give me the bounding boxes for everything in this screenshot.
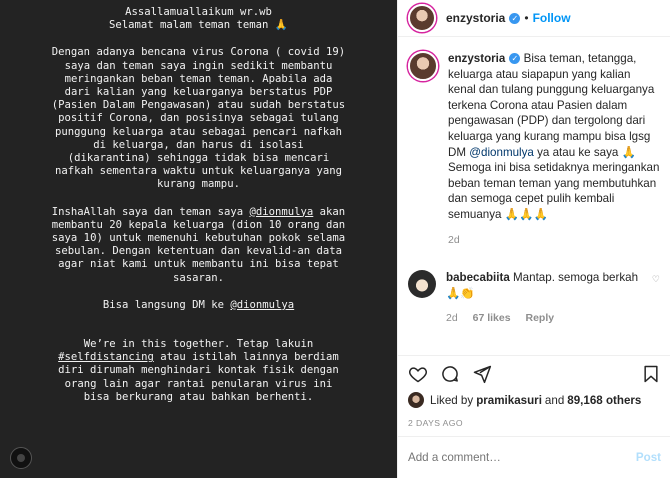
liker-avatar[interactable]: [408, 392, 424, 408]
story-para2-text: InshaAllah saya dan teman saya: [51, 205, 250, 218]
post-panel: [397, 0, 670, 478]
commenter-username[interactable]: babecabiita: [446, 271, 510, 285]
caption-mention[interactable]: @dionmulya: [469, 145, 534, 159]
action-icons: [408, 362, 661, 386]
comment-likes[interactable]: 67 likes: [472, 312, 511, 325]
comment-text: Mantap. semoga berkah 🙏👏: [446, 271, 639, 300]
story-paragraph-3: [14, 338, 383, 404]
separator-dot: •: [524, 11, 529, 25]
post-actions: [398, 355, 670, 428]
story-dm-line: [14, 299, 383, 312]
story-para3-text: We’re in this together. Tetap lakuin: [83, 338, 314, 351]
comment-icon[interactable]: [440, 364, 460, 384]
caption-body: [448, 51, 660, 248]
likes-prefix: Liked by: [430, 393, 474, 407]
liker-username[interactable]: pramikasuri: [476, 393, 542, 407]
verified-badge-icon: ✓: [509, 53, 520, 64]
commenter-avatar[interactable]: [408, 270, 436, 298]
caption-username[interactable]: enzystoria: [448, 52, 506, 65]
comment-input[interactable]: [408, 451, 636, 464]
caption: [408, 51, 660, 248]
story-avatar: [10, 447, 32, 469]
comment-time[interactable]: 2d: [446, 312, 458, 325]
follow-button[interactable]: Follow: [532, 11, 571, 25]
comment-body: [446, 270, 652, 327]
likes-count[interactable]: 89,168 others: [567, 393, 642, 407]
story-para3-text-after: atau istilah lainnya berdiam diri dirumah menghindari kontak fisik dengan orang lain agar rantai penularan virus ini bisa berkurang atau bahkan berhenti.: [58, 351, 339, 403]
heart-icon[interactable]: [408, 364, 428, 384]
story-paragraph-1: Dengan adanya bencana virus Corona ( covid 19) saya dan teman saya ingin sedikit membantu meringankan beban teman teman. Apabila ada dari kalian yang keluarganya berstatus PDP (Pasien Dalam Pengawasan) atau sudah berstatus positif Corona, dan posisinya sebagai tulang punggung keluarga atau sebagai pencari nafkah di keluarga, dan harus di isolasi (dikarantina) sehingga tidak bisa mencari nafkah sementara waktu untuk keluarganya yang kurang mampu.: [51, 46, 346, 191]
verified-badge-icon: ✓: [509, 13, 520, 24]
caption-time[interactable]: 2d: [448, 233, 460, 246]
comment-item: [408, 270, 660, 327]
story-hashtag: #selfdistancing: [58, 351, 154, 364]
story-dm-mention: @dionmulya: [230, 298, 295, 311]
comment-meta: [446, 311, 652, 327]
caption-text-after: ya atau ke saya 🙏 Semoga ini bisa setidaknya meringankan beban teman teman yang membutuhkan dan semoga cepet pulih kembali semuanya 🙏🙏🙏: [448, 145, 660, 221]
story-mention: @dionmulya: [249, 205, 314, 218]
post-header: [398, 0, 670, 37]
bookmark-icon[interactable]: [641, 364, 661, 384]
story-dm-text: Bisa langsung DM ke: [102, 298, 231, 311]
reply-button[interactable]: Reply: [525, 312, 555, 325]
story-greeting: Assallamuallaikum wr.wb Selamat malam teman teman 🙏: [108, 6, 289, 32]
share-icon[interactable]: [472, 364, 492, 384]
post-button[interactable]: Post: [635, 451, 661, 464]
author-avatar[interactable]: [408, 4, 436, 32]
add-comment-bar: [398, 436, 670, 478]
author-username[interactable]: enzystoria: [446, 11, 506, 25]
likes-summary: [408, 392, 661, 408]
caption-meta: [448, 233, 660, 249]
story-paragraph-2: [14, 206, 383, 285]
post-timestamp[interactable]: 2 DAYS AGO: [408, 418, 463, 428]
likes-middle: and: [544, 393, 565, 407]
story-para2-text-after: akan membantu 20 kepala keluarga (dion 10 orang dan saya 10) untuk memenuhi kebutuhan pokok selama sebulan. Dengan ketentuan dan kevalid-an data agar niat kami untuk membantu ini bisa tepat sasaran.: [51, 205, 346, 284]
comment-like-icon[interactable]: ♡: [651, 274, 660, 285]
caption-text: Bisa teman, tetangga, keluarga atau siapapun yang kalian kenal dan tulang punggung keluarganya terkena Corona atau Pasien dalam pengawasan (PDP) dan tergolong dari keluarga yang kurang mampu bisa lgsg DM: [448, 52, 655, 159]
comments-section: [398, 37, 670, 355]
caption-avatar[interactable]: [408, 51, 438, 81]
